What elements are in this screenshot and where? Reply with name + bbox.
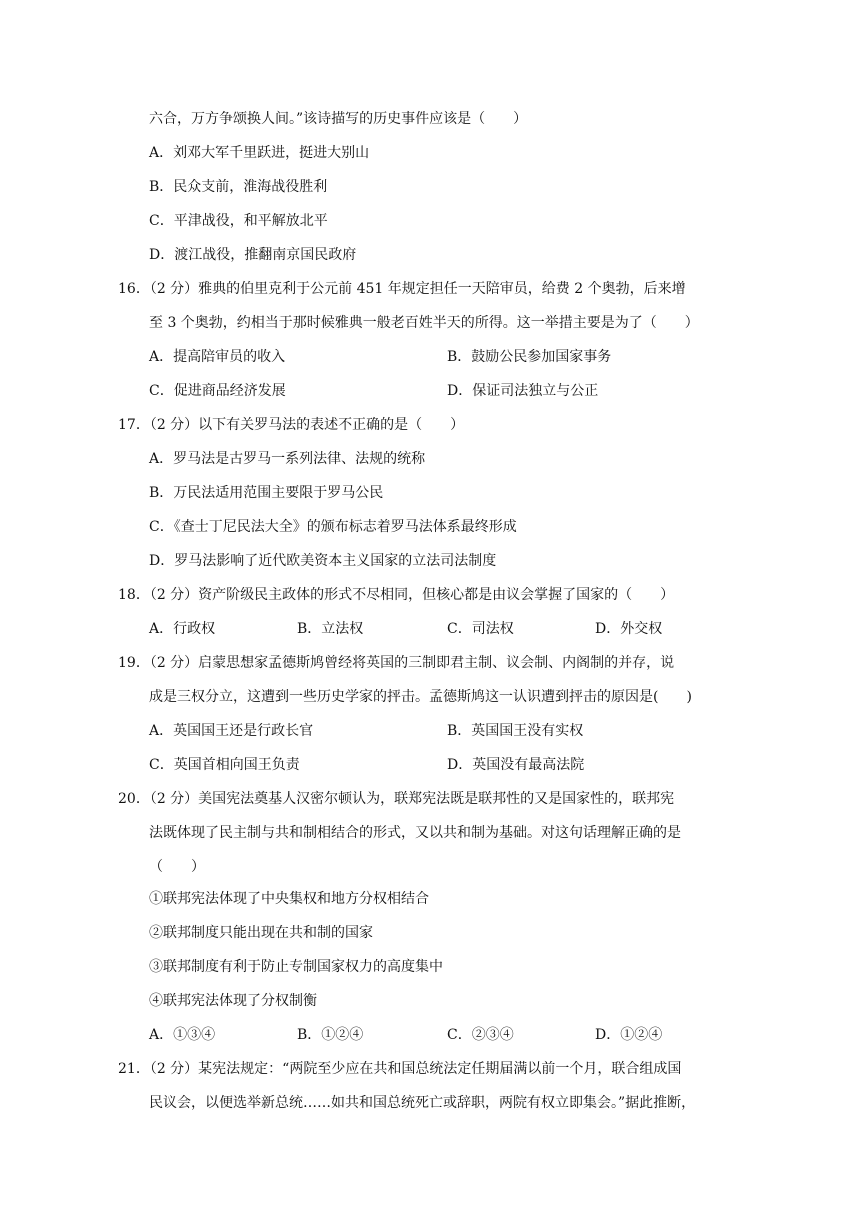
q20-stem-line2: 法既体现了民主制与共和制相结合的形式，又以共和制为基础。对这句话理解正确的是	[149, 825, 681, 841]
q19-stem-line1: 19．（2 分）启蒙思想家孟德斯鸠曾经将英国的三制即君主制、议会制、内阁制的并存，说	[118, 655, 675, 671]
q20-statement-2: ②联邦制度只能出现在共和制的国家	[149, 925, 373, 941]
q20-stem-line3: （ ）	[149, 859, 205, 875]
q17-option-b: B．万民法适用范围主要限于罗马公民	[149, 485, 384, 501]
q17-option-a: A．罗马法是古罗马一系列法律、法规的统称	[149, 451, 426, 467]
q21-stem-line2: 民议会，以便选举新总统……如共和国总统死亡或辞职，两院有权立即集会。”据此推断，	[149, 1095, 696, 1111]
q15-option-a: A．刘邓大军千里跃进，挺进大别山	[149, 145, 370, 161]
q18-option-d: D．外交权	[595, 621, 663, 637]
q18-option-b: B．立法权	[297, 621, 364, 637]
q18-option-a: A．行政权	[149, 621, 216, 637]
q19-option-b: B．英国国王没有实权	[447, 723, 584, 739]
q17-option-d: D．罗马法影响了近代欧美资本主义国家的立法司法制度	[149, 553, 497, 569]
q20-option-a: A．①③④	[149, 1027, 216, 1043]
q20-statement-1: ①联邦宪法体现了中央集权和地方分权相结合	[149, 891, 429, 907]
q19-stem-line2: 成是三权分立，这遭到一些历史学家的抨击。孟德斯鸠这一认识遭到抨击的原因是( )	[149, 689, 692, 705]
q16-option-b: B．鼓励公民参加国家事务	[447, 349, 612, 365]
q15-stem-tail: 六合，万方争颂换人间。”该诗描写的历史事件应该是（ ）	[149, 111, 528, 127]
q19-option-a: A．英国国王还是行政长官	[149, 723, 314, 739]
q18-stem: 18．（2 分）资产阶级民主政体的形式不尽相同，但核心都是由议会掌握了国家的（ ）	[118, 587, 675, 603]
q20-option-b: B．①②④	[297, 1027, 364, 1043]
q21-stem-line1: 21．（2 分）某宪法规定：“两院至少应在共和国总统法定任期届满以前一个月，联合组成国	[118, 1061, 682, 1077]
q20-option-c: C．②③④	[447, 1027, 514, 1043]
q16-option-c: C．促进商品经济发展	[149, 383, 286, 399]
q16-option-a: A．提高陪审员的收入	[149, 349, 286, 365]
q17-option-c: C．《查士丁尼民法大全》的颁布标志着罗马法体系最终形成	[149, 519, 517, 535]
q20-statement-4: ④联邦宪法体现了分权制衡	[149, 993, 317, 1009]
q20-option-d: D．①②④	[595, 1027, 663, 1043]
q15-option-d: D．渡江战役，推翻南京国民政府	[149, 247, 357, 263]
q16-stem-line1: 16．（2 分）雅典的伯里克利于公元前 451 年规定担任一天陪审员，给费 2 个奥勃，后来增	[118, 281, 686, 297]
q17-stem: 17．（2 分）以下有关罗马法的表述不正确的是（ ）	[118, 417, 465, 433]
q20-stem-line1: 20．（2 分）美国宪法奠基人汉密尔顿认为，联郑宪法既是联邦性的又是国家性的，联邦宪	[118, 791, 675, 807]
q18-option-c: C．司法权	[447, 621, 514, 637]
q20-statement-3: ③联邦制度有利于防止专制国家权力的高度集中	[149, 959, 443, 975]
q15-option-c: C．平津战役，和平解放北平	[149, 213, 328, 229]
q16-stem-line2: 至 3 个奥勃，约相当于那时候雅典一般老百姓半天的所得。这一举措主要是为了（ ）	[149, 315, 699, 331]
q15-option-b: B．民众支前，淮海战役胜利	[149, 179, 328, 195]
q16-option-d: D．保证司法独立与公正	[447, 383, 599, 399]
q19-option-d: D．英国没有最高法院	[447, 757, 585, 773]
q19-option-c: C．英国首相向国王负责	[149, 757, 300, 773]
